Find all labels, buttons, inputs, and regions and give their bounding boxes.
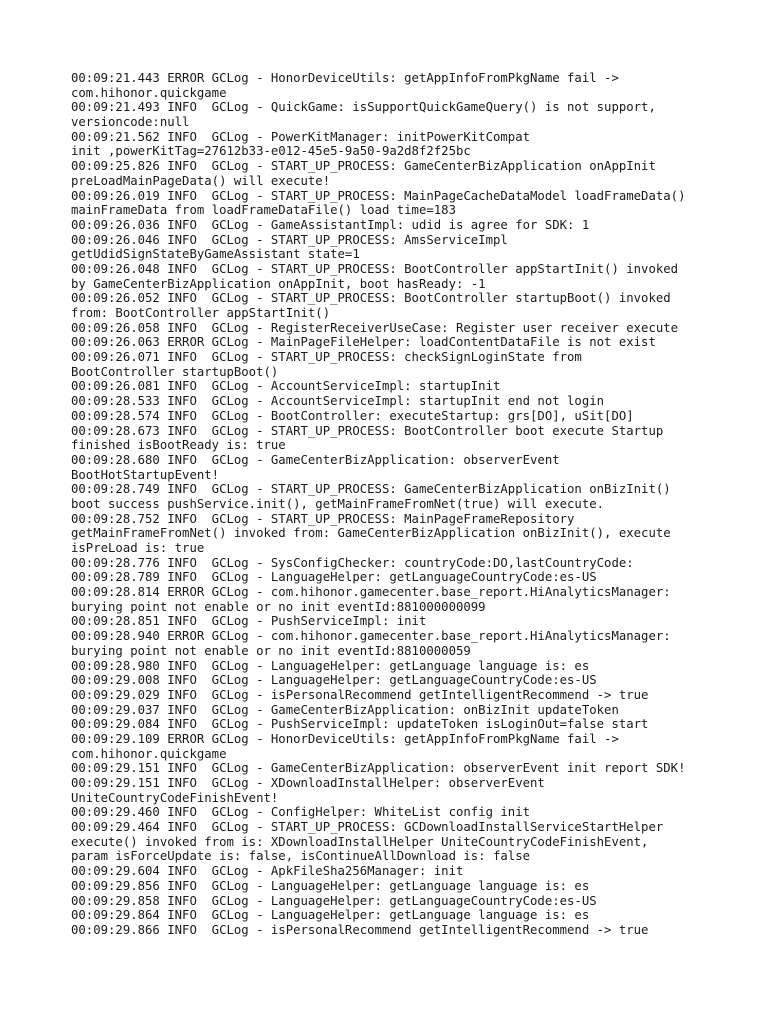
log-line: 00:09:29.151 INFO GCLog - GameCenterBizApplication: observerEvent init report SDK! bbox=[71, 761, 686, 776]
log-line: 00:09:26.036 INFO GCLog - GameAssistantImpl: udid is agree for SDK: 1 bbox=[71, 217, 590, 232]
log-line: com.hihonor.quickgame bbox=[71, 746, 227, 761]
log-line: 00:09:28.851 INFO GCLog - PushServiceImpl: init bbox=[71, 614, 427, 629]
log-line: 00:09:21.493 INFO GCLog - QuickGame: isSupportQuickGameQuery() is not support, bbox=[71, 100, 656, 115]
log-line: com.hihonor.quickgame bbox=[71, 85, 227, 100]
log-line: 00:09:29.864 INFO GCLog - LanguageHelper: getLanguage language is: es bbox=[71, 908, 590, 923]
log-line: 00:09:26.081 INFO GCLog - AccountServiceImpl: startupInit bbox=[71, 379, 501, 394]
log-line: 00:09:28.940 ERROR GCLog - com.hihonor.gamecenter.base_report.HiAnalyticsManager: bbox=[71, 629, 671, 644]
log-line: 00:09:26.063 ERROR GCLog - MainPageFileHelper: loadContentDataFile is not exist bbox=[71, 335, 656, 350]
log-line: burying point not enable or no init eventId:881000000099 bbox=[71, 599, 486, 614]
log-line: 00:09:29.029 INFO GCLog - isPersonalRecommend getIntelligentRecommend -> true bbox=[71, 687, 649, 702]
log-line: mainFrameData from loadFrameDataFile() load time=183 bbox=[71, 203, 456, 218]
log-text-block bbox=[71, 71, 761, 938]
log-line: 00:09:26.052 INFO GCLog - START_UP_PROCESS: BootController startupBoot() invoked bbox=[71, 291, 671, 306]
log-line: 00:09:28.749 INFO GCLog - START_UP_PROCESS: GameCenterBizApplication onBizInit() bbox=[71, 482, 671, 497]
log-line: execute() invoked from is: XDownloadInstallHelper UniteCountryCodeFinishEvent, bbox=[71, 834, 649, 849]
log-line: 00:09:28.776 INFO GCLog - SysConfigChecker: countryCode:DO,lastCountryCode: bbox=[71, 555, 634, 570]
log-line: param isForceUpdate is: false, isContinueAllDownload is: false bbox=[71, 849, 531, 864]
log-line: 00:09:29.464 INFO GCLog - START_UP_PROCESS: GCDownloadInstallServiceStartHelper bbox=[71, 820, 664, 835]
log-line: BootController startupBoot() bbox=[71, 364, 279, 379]
log-line: 00:09:28.980 INFO GCLog - LanguageHelper: getLanguage language is: es bbox=[71, 658, 590, 673]
log-line: UniteCountryCodeFinishEvent! bbox=[71, 790, 279, 805]
log-line: 00:09:25.826 INFO GCLog - START_UP_PROCESS: GameCenterBizApplication onAppInit bbox=[71, 159, 656, 174]
log-line: init ,powerKitTag=27612b33-e012-45e5-9a50-9a2d8f2f25bc bbox=[71, 144, 471, 159]
log-line: 00:09:28.533 INFO GCLog - AccountServiceImpl: startupInit end not login bbox=[71, 394, 605, 409]
log-line: 00:09:26.048 INFO GCLog - START_UP_PROCESS: BootController appStartInit() invoked bbox=[71, 261, 679, 276]
log-line: 00:09:26.071 INFO GCLog - START_UP_PROCESS: checkSignLoginState from bbox=[71, 350, 582, 365]
log-line: BootHotStartupEvent! bbox=[71, 467, 220, 482]
log-line: 00:09:29.856 INFO GCLog - LanguageHelper: getLanguage language is: es bbox=[71, 878, 590, 893]
log-line: boot success pushService.init(), getMainFrameFromNet(true) will execute. bbox=[71, 496, 605, 511]
log-line: 00:09:28.789 INFO GCLog - LanguageHelper: getLanguageCountryCode:es-US bbox=[71, 570, 597, 585]
log-line: getMainFrameFromNet() invoked from: GameCenterBizApplication onBizInit(), execute bbox=[71, 526, 671, 541]
log-line: finished isBootReady is: true bbox=[71, 438, 286, 453]
log-line: 00:09:28.574 INFO GCLog - BootController: executeStartup: grs[DO], uSit[DO] bbox=[71, 408, 634, 423]
log-line: 00:09:28.814 ERROR GCLog - com.hihonor.gamecenter.base_report.HiAnalyticsManager: bbox=[71, 585, 671, 600]
log-line: 00:09:21.562 INFO GCLog - PowerKitManager: initPowerKitCompat bbox=[71, 129, 531, 144]
log-line: by GameCenterBizApplication onAppInit, boot hasReady: -1 bbox=[71, 276, 486, 291]
log-line: 00:09:26.019 INFO GCLog - START_UP_PROCESS: MainPageCacheDataModel loadFrameData() bbox=[71, 188, 686, 203]
log-line: 00:09:29.008 INFO GCLog - LanguageHelper: getLanguageCountryCode:es-US bbox=[71, 673, 597, 688]
log-line: 00:09:29.858 INFO GCLog - LanguageHelper: getLanguageCountryCode:es-US bbox=[71, 893, 597, 908]
log-line: from: BootController appStartInit() bbox=[71, 306, 331, 320]
log-line: 00:09:29.109 ERROR GCLog - HonorDeviceUtils: getAppInfoFromPkgName fail -> bbox=[71, 731, 619, 746]
log-line: isPreLoad is: true bbox=[71, 541, 205, 555]
log-line: 00:09:26.046 INFO GCLog - START_UP_PROCESS: AmsServiceImpl bbox=[71, 232, 508, 247]
log-line: versioncode:null bbox=[71, 115, 190, 130]
log-line: 00:09:29.866 INFO GCLog - isPersonalRecommend getIntelligentRecommend -> true bbox=[71, 922, 649, 937]
log-line: 00:09:29.460 INFO GCLog - ConfigHelper: WhiteList config init bbox=[71, 805, 531, 820]
log-line: 00:09:21.443 ERROR GCLog - HonorDeviceUtils: getAppInfoFromPkgName fail -> bbox=[71, 71, 619, 85]
log-line: 00:09:29.604 INFO GCLog - ApkFileSha256Manager: init bbox=[71, 864, 464, 879]
log-line: 00:09:26.058 INFO GCLog - RegisterReceiverUseCase: Register user receiver execute bbox=[71, 320, 679, 335]
log-line: 00:09:28.680 INFO GCLog - GameCenterBizApplication: observerEvent bbox=[71, 452, 560, 467]
log-line: 00:09:29.037 INFO GCLog - GameCenterBizApplication: onBizInit updateToken bbox=[71, 702, 619, 717]
log-line: 00:09:28.752 INFO GCLog - START_UP_PROCESS: MainPageFrameRepository bbox=[71, 511, 575, 526]
log-line: 00:09:29.084 INFO GCLog - PushServiceImpl: updateToken isLoginOut=false start bbox=[71, 717, 649, 732]
log-line: getUdidSignStateByGameAssistant state=1 bbox=[71, 247, 360, 262]
log-line: burying point not enable or no init eventId:8810000059 bbox=[71, 643, 471, 658]
log-line: 00:09:28.673 INFO GCLog - START_UP_PROCESS: BootController boot execute Startup bbox=[71, 423, 664, 438]
log-line: 00:09:29.151 INFO GCLog - XDownloadInstallHelper: observerEvent bbox=[71, 776, 545, 790]
log-line: preLoadMainPageData() will execute! bbox=[71, 173, 331, 188]
